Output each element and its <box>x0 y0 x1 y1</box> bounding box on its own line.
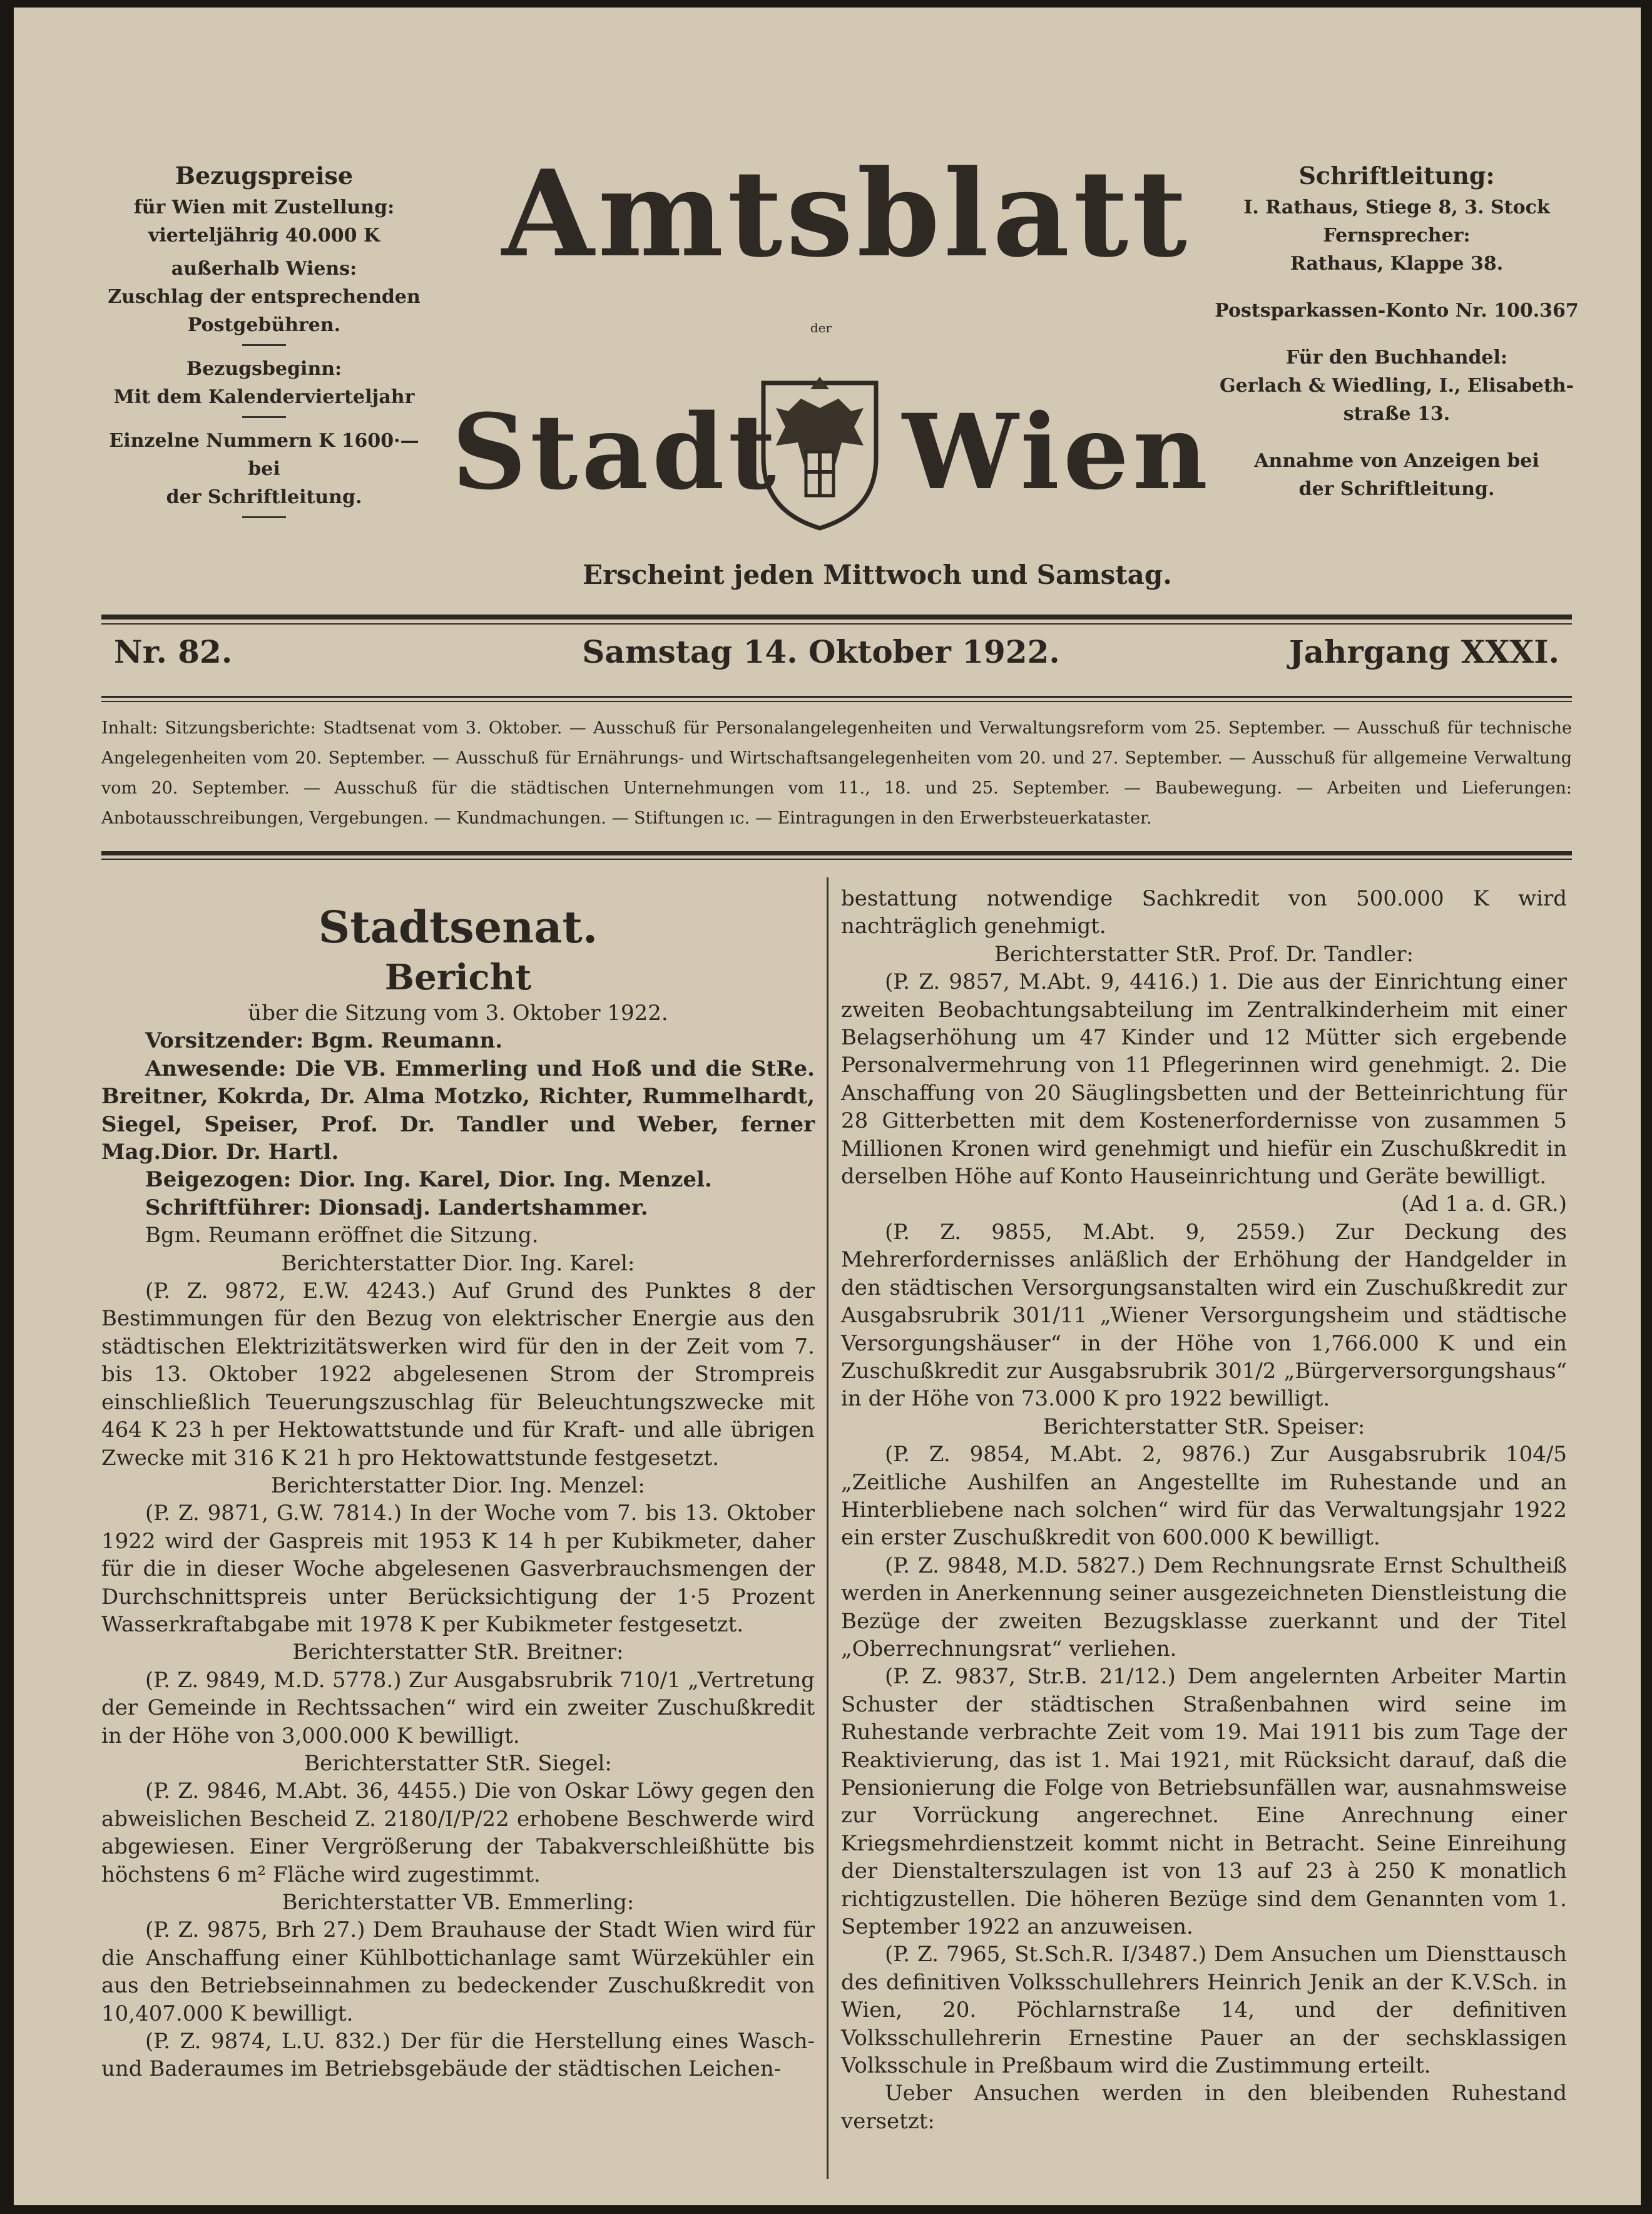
subscription-heading: Bezugspreise <box>175 161 354 190</box>
editorial-line: I. Rathaus, Stiege 8, 3. Stock <box>1243 196 1550 218</box>
divider <box>242 516 286 518</box>
issue-volume: Jahrgang XXXI. <box>1288 633 1559 670</box>
masthead-title-stadt: Stadt <box>452 391 780 513</box>
rapporteur-line: Berichterstatter StR. Siegel: <box>304 1750 612 1776</box>
meeting-line: über die Sitzung vom 3. Oktober 1922. <box>248 1001 668 1026</box>
resolution-paragraph: (P. Z. 9855, M.Abt. 9, 2559.) Zur Deckung des Mehrerfordernisses anläßlich der Erhöhung der Handgelder in den städtischen Versorgungsanstalten wird ein Zuschußkredit zur Ausgabsrubrik 301/11 „Wiener Versorgungsheim und städtische Versorgungshäuser“ in der Höhe von 1,766.000 K und ein Zuschußkredit zur Ausgabsrubrik 301/2 „Bürgerversorgungshaus“ in der Höhe von 73.000 K pro 1922 bewilligt. <box>841 1219 1567 1412</box>
outside-vienna-heading: außerhalb Wiens: <box>171 258 357 280</box>
opening-line: Bgm. Reumann eröffnet die Sitzung. <box>145 1223 539 1248</box>
resolution-paragraph: (P. Z. 7965, St.Sch.R. I/3487.) Dem Ansuchen um Diensttausch des definitiven Volksschullehrers Heinrich Jenik an der K.V.Sch. in Wien, 20. Pöchlarnstraße 14, und der definitiven Volksschullehrerin Ernestine Pauer an der sechsklassigen Volksschule in Preßbaum wird die Zustimmung erteilt. <box>841 1942 1567 2079</box>
subscription-line: für Wien mit Zustellung: <box>133 196 395 218</box>
editorial-heading: Schriftleitung: <box>1298 161 1495 190</box>
vienna-coat-of-arms-emblem <box>751 364 889 533</box>
editorial-line: Fernsprecher: <box>1323 225 1471 247</box>
rapporteur-line: Berichterstatter StR. Prof. Dr. Tandler: <box>994 941 1414 967</box>
column-divider <box>827 877 829 2179</box>
resolution-paragraph: (P. Z. 9872, E.W. 4243.) Auf Grund des Punktes 8 der Bestimmungen für den Bezug von elektrischer Energie aus den städtischen Elektrizitätswerken wird für den in der Zeit vom 7. bis 13. Oktober 1922 abgelesenen Strom der Strompreis einschließlich Teuerungszuschlag für Beleuchtungszwecke mit 464 K 23 h per Hektowattstunde und für Kraft- und alle übrigen Zwecke mit 316 K 21 h pro Hektowattstunde festgesetzt. <box>101 1278 815 1471</box>
reference-note: (Ad 1 a. d. GR.) <box>1401 1191 1567 1217</box>
issue-number: Nr. 82. <box>114 633 233 670</box>
rapporteur-line: Berichterstatter Dior. Ing. Karel: <box>281 1250 635 1276</box>
subscription-start-line: Mit dem Kalendervierteljahr <box>113 386 415 408</box>
outside-vienna-line: Zuschlag der entsprechenden <box>108 286 421 308</box>
resolution-paragraph: (P. Z. 9857, M.Abt. 9, 4416.) 1. Die aus der Einrichtung einer zweiten Beobachtungsabteilung im Zentralkinderheim mit einer Belagserhöhung um 47 Kinder und 12 Mütter sich ergebende Personalvermehrung von 11 Pflegerinnen wird genehmigt. 2. Die Anschaffung von 20 Säuglingsbetten und der Betteinrichtung für 28 Gitterbetten mit dem Kostenerfordernisse von zusammen 5 Millionen Kronen wird genehmigt und hiefür ein Zuschußkredit in derselben Höhe auf Konto Hauseinrichtung und Geräte bewilligt. <box>841 969 1567 1190</box>
masthead-title-der: der <box>810 320 832 335</box>
subscription-start-heading: Bezugsbeginn: <box>186 358 342 380</box>
section-heading: Stadtsenat. <box>318 901 598 953</box>
newspaper-page <box>14 8 1641 2205</box>
resolution-paragraph: (P. Z. 9854, M.Abt. 2, 9876.) Zur Ausgabsrubrik 104/5 „Zeitliche Aushilfen an Angestellte im Ruhestande und an Hinterbliebene nach solchen“ wird für das Verwaltungsjahr 1922 ein erster Zuschußkredit von 600.000 K bewilligt. <box>841 1442 1567 1551</box>
resolution-paragraph: (P. Z. 9849, M.D. 5778.) Zur Ausgabsrubrik 710/1 „Vertretung der Gemeinde in Rechtssachen“ wird ein zweiter Zuschußkredit in der Höhe von 3,000.000 K bewilligt. <box>101 1667 815 1748</box>
top-rule <box>101 615 1572 620</box>
resolution-paragraph: (P. Z. 9846, M.Abt. 36, 4455.) Die von Oskar Löwy gegen den abweislichen Bescheid Z. 2180/I/P/22 erhobene Beschwerde wird abgewiesen. Einer Vergrößerung der Tabakverschleißhütte bis höchstens 6 m² Fläche wird zugestimmt. <box>101 1778 815 1887</box>
postal-account: Postsparkassen-Konto Nr. 100.367 <box>1215 300 1579 322</box>
divider <box>242 416 286 418</box>
bookshop-line: straße 13. <box>1343 403 1451 425</box>
bookshop-line: Gerlach & Wiedling, I., Elisabeth- <box>1219 375 1574 397</box>
divider <box>242 344 286 346</box>
subscription-line: vierteljährig 40.000 K <box>148 225 380 247</box>
single-issue-line: der Schriftleitung. <box>166 486 362 508</box>
present-line: Anwesende: Die VB. Emmerling und Hoß und die StRe. Breitner, Kokrda, Dr. Alma Motzko, Richter, Rummelhardt, Siegel, Speiser, Prof. Dr. Tandler und Weber, ferner Mag.Dior. Dr. Hartl. <box>101 1056 815 1165</box>
contents-rule <box>101 851 1572 855</box>
issue-rule-thin <box>101 701 1572 702</box>
publication-schedule: Erscheint jeden Mittwoch und Samstag. <box>583 559 1172 590</box>
rapporteur-line: Berichterstatter VB. Emmerling: <box>282 1890 635 1915</box>
secretary-line: Schriftführer: Dionsadj. Landertshammer. <box>145 1195 648 1220</box>
single-issue-line: Einzelne Nummern K 1600·— bei <box>109 430 419 480</box>
chair-line: Vorsitzender: Bgm. Reumann. <box>145 1028 503 1054</box>
subscription-prices <box>108 158 421 527</box>
resolution-paragraph: (P. Z. 9837, Str.B. 21/12.) Dem angelernten Arbeiter Martin Schuster der städtischen Straßenbahnen wird seine im Ruhestande verbrachte Zeit vom 19. Mai 1911 bis zum Tage der Reaktivierung, das ist 1. Mai 1921, mit Rücksicht darauf, daß die Pensionierung die Folge von Betriebsunfällen war, ausnahmsweise zur Vorrückung angerechnet. Eine Anrechnung einer Kriegsmehrdienstzeit kommt nicht in Betracht. Seine Einreihung der Dienstalterszulagen ist von 13 auf 23 à 250 K monatlich richtigzustellen. Die höheren Bezüge sind dem Genannten vom 1. September 1922 an anzuweisen. <box>841 1664 1567 1940</box>
contents-rule-thin <box>101 859 1572 860</box>
resolution-paragraph: (P. Z. 9848, M.D. 5827.) Dem Rechnungsrate Ernst Schultheiß werden in Anerkennung seiner ausgezeichneten Dienstleistung die Bezüge der zweiten Bezugsklasse zuerkannt und der Titel „Oberrechnungsrat“ verliehen. <box>841 1553 1567 1661</box>
ads-line: der Schriftleitung. <box>1298 478 1495 500</box>
rapporteur-line: Berichterstatter StR. Speiser: <box>1043 1414 1365 1439</box>
invited-line: Beigezogen: Dior. Ing. Karel, Dior. Ing. Menzel. <box>145 1167 712 1193</box>
resolution-paragraph: (P. Z. 9875, Brh 27.) Dem Brauhause der Stadt Wien wird für die Anschaffung einer Kühlbottichanlage samt Würzekühler ein aus den Betriebseinnahmen zu bedeckender Zuschußkredit von 10,407.000 K bewilligt. <box>101 1917 815 2026</box>
bookshop-line: Für den Buchhandel: <box>1286 347 1507 369</box>
masthead-title-amtsblatt: Amtsblatt <box>502 144 1191 283</box>
right-column <box>841 885 1567 2135</box>
resolution-paragraph: (P. Z. 9874, L.U. 832.) Der für die Herstellung eines Wasch- und Baderaumes im Betriebsgebäude der städtischen Leichen- <box>101 2029 815 2082</box>
resolution-paragraph: bestattung notwendige Sachkredit von 500.000 K wird nachträglich genehmigt. <box>841 886 1567 939</box>
issue-date: Samstag 14. Oktober 1922. <box>582 633 1060 670</box>
resolution-paragraph: Ueber Ansuchen werden in den bleibenden Ruhestand versetzt: <box>841 2081 1567 2134</box>
table-of-contents: Inhalt: Sitzungsberichte: Stadtsenat vom 3. Oktober. — Ausschuß für Personalangelegenheiten und Verwaltungsreform vom 25. September. — Ausschuß für technische Angelegenheiten vom 20. September. — Ausschuß für Ernährungs- und Wirtschaftsangelegenheiten vom 20. und 27. September. — Ausschuß für allgemeine Verwaltung vom 20. September. — Ausschuß für die städtischen Unternehmungen vom 11., 18. und 25. September. — Baubewegung. — Arbeiten und Lieferungen: Anbotausschreibungen, Vergebungen. — Kundmachungen. — Stiftungen ıc. — Eintragungen in den Erwerbsteuerkataster. <box>101 718 1572 828</box>
resolution-paragraph: (P. Z. 9871, G.W. 7814.) In der Woche vom 7. bis 13. Oktober 1922 wird der Gaspreis mit 1953 K 14 h per Kubikmeter, daher für die in dieser Woche abgelesenen Gasverbrauchsmengen der Durchschnittspreis unter Berücksichtigung der 1·5 Prozent Wasserkraftabgabe mit 1978 K per Kubikmeter festgesetzt. <box>101 1501 815 1637</box>
left-column <box>101 899 815 2083</box>
report-heading: Bericht <box>384 957 532 998</box>
masthead-title-wien: Wien <box>902 391 1212 513</box>
issue-rule <box>101 696 1572 698</box>
outside-vienna-line: Postgebühren. <box>187 314 341 336</box>
rapporteur-line: Berichterstatter StR. Breitner: <box>292 1640 624 1665</box>
editorial-office <box>1209 158 1584 503</box>
editorial-line: Rathaus, Klappe 38. <box>1290 253 1504 275</box>
top-rule-thin <box>101 623 1572 625</box>
ads-line: Annahme von Anzeigen bei <box>1254 450 1539 472</box>
rapporteur-line: Berichterstatter Dior. Ing. Menzel: <box>271 1472 645 1498</box>
